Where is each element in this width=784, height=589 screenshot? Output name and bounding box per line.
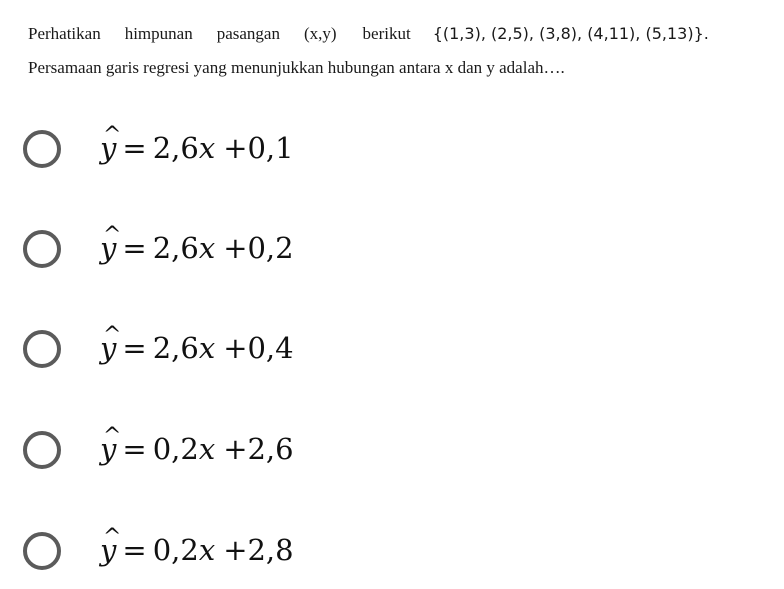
radio-button[interactable]	[23, 330, 61, 368]
question-word: berikut	[362, 24, 411, 43]
y-hat-symbol: ^ y	[100, 128, 116, 168]
variable: x	[198, 231, 216, 265]
equals-sign: =	[122, 533, 147, 567]
variable: x	[198, 533, 216, 567]
equals-sign: =	[122, 131, 147, 165]
coefficient: 0,2	[152, 533, 199, 567]
pair-set: {(1,3), (2,5), (3,8), (4,11), (5,13)}.	[432, 24, 709, 43]
option-formula	[100, 429, 294, 469]
coefficient: 0,2	[152, 432, 199, 466]
variable: x	[198, 432, 216, 466]
variable: x	[198, 131, 216, 165]
y-hat-symbol: ^ y	[100, 328, 116, 368]
radio-button[interactable]	[23, 431, 61, 469]
question-text	[28, 22, 780, 80]
y-hat-symbol: ^ y	[100, 228, 116, 268]
radio-button[interactable]	[23, 532, 61, 570]
option-b[interactable]	[23, 224, 383, 284]
option-formula	[100, 128, 294, 168]
equals-sign: =	[122, 231, 147, 265]
option-d[interactable]	[23, 425, 383, 485]
question-word: (x,y)	[303, 24, 337, 43]
question-word: Perhatikan	[28, 24, 101, 43]
constant: +2,6	[223, 432, 294, 466]
option-a[interactable]	[23, 124, 383, 184]
coefficient: 2,6	[152, 231, 199, 265]
option-c[interactable]	[23, 324, 383, 384]
y-hat-symbol: ^ y	[100, 530, 116, 570]
equals-sign: =	[122, 331, 147, 365]
radio-button[interactable]	[23, 230, 61, 268]
option-formula	[100, 530, 294, 570]
option-formula	[100, 328, 294, 368]
radio-button[interactable]	[23, 130, 61, 168]
constant: +0,2	[223, 231, 294, 265]
variable: x	[198, 331, 216, 365]
y-hat-symbol: ^ y	[100, 429, 116, 469]
constant: +2,8	[223, 533, 294, 567]
coefficient: 2,6	[152, 331, 199, 365]
coefficient: 2,6	[152, 131, 199, 165]
question-word: himpunan	[124, 24, 193, 43]
question-line-1	[28, 22, 780, 46]
equals-sign: =	[122, 432, 147, 466]
question-word: pasangan	[216, 24, 280, 43]
option-formula	[100, 228, 294, 268]
constant: +0,1	[223, 131, 294, 165]
option-e[interactable]	[23, 526, 383, 586]
constant: +0,4	[223, 331, 294, 365]
question-line-2: Persamaan garis regresi yang menunjukkan hubungan antara x dan y adalah….	[28, 58, 565, 77]
